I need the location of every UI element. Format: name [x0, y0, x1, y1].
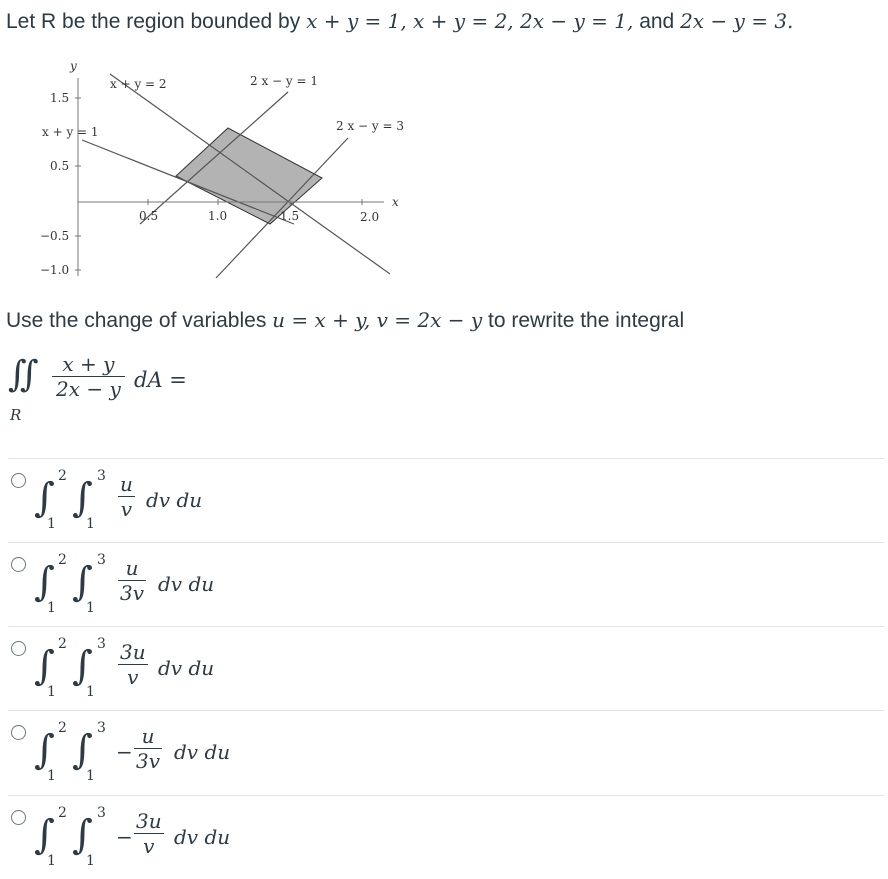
- x-tick-label: 1.0: [208, 209, 228, 223]
- y-tick-label: 1.5: [50, 91, 70, 105]
- answer-option-1[interactable]: [0, 458, 888, 542]
- line-label: 2 x − y = 3: [336, 119, 404, 133]
- question-intro: Let R be the region bounded by: [6, 10, 301, 33]
- outer-integral-symbol: ∫: [34, 727, 55, 773]
- line-label: x + y = 1: [42, 125, 99, 139]
- change-equation: u = x + y, v = 2x − y: [272, 308, 483, 332]
- y-tick-label: −1.0: [40, 263, 70, 277]
- inner-integral-symbol: ∫: [72, 475, 93, 521]
- option-denominator: 3v: [120, 581, 145, 605]
- question-statement: [6, 9, 793, 34]
- option-differentials: dv du: [158, 572, 215, 596]
- option-denominator: v: [118, 496, 135, 521]
- integrand-fraction: [52, 352, 125, 401]
- option-differentials: dv du: [158, 656, 215, 680]
- double-integral-symbol: ∬: [8, 354, 39, 395]
- outer-upper-limit: 2: [58, 636, 67, 652]
- outer-lower-limit: 1: [47, 768, 56, 784]
- outer-integral-symbol: ∫: [34, 559, 55, 605]
- option-differentials: dv du: [174, 740, 231, 764]
- inner-integral-symbol: ∫: [72, 812, 93, 858]
- x-axis-label: x: [392, 195, 399, 209]
- outer-integral-symbol: ∫: [34, 475, 55, 521]
- boundary-equations: x + y = 1, x + y = 2, 2x − y = 1,: [306, 9, 634, 33]
- change-of-variables-text: [6, 308, 684, 333]
- option-integrand: [118, 472, 135, 521]
- given-integral: [8, 350, 228, 430]
- outer-integral-symbol: ∫: [34, 812, 55, 858]
- answer-option-5[interactable]: [0, 795, 888, 879]
- inner-upper-limit: 3: [97, 720, 106, 736]
- change-text-1: Use the change of variables: [6, 309, 267, 332]
- option-differentials: dv du: [174, 825, 231, 849]
- integral-region-label: R: [10, 406, 22, 424]
- option-radio[interactable]: [11, 810, 26, 825]
- line-label: x + y = 2: [110, 77, 167, 91]
- option-radio[interactable]: [11, 557, 26, 572]
- answer-option-3[interactable]: [0, 626, 888, 710]
- option-differentials: dv du: [146, 488, 203, 512]
- outer-upper-limit: 2: [58, 720, 67, 736]
- option-integrand: [118, 556, 146, 605]
- option-radio[interactable]: [11, 725, 26, 740]
- outer-upper-limit: 2: [58, 805, 67, 821]
- option-numerator: u: [120, 472, 133, 496]
- option-numerator: 3u: [120, 640, 146, 664]
- y-tick-label: 0.5: [50, 159, 70, 173]
- option-numerator: 3u: [136, 809, 162, 833]
- inner-integral-symbol: ∫: [72, 559, 93, 605]
- outer-lower-limit: 1: [47, 516, 56, 532]
- option-denominator: 3v: [136, 749, 161, 773]
- outer-upper-limit: 2: [58, 552, 67, 568]
- y-axis-label: y: [70, 59, 77, 73]
- option-numerator: u: [141, 724, 155, 748]
- option-denominator: v: [118, 664, 148, 689]
- last-boundary-equation: 2x − y = 3.: [680, 9, 794, 33]
- integral-tail: dA =: [134, 368, 187, 392]
- y-tick-label: −0.5: [40, 229, 70, 243]
- integrand-denominator: 2x − y: [52, 376, 125, 401]
- inner-lower-limit: 1: [86, 516, 95, 532]
- inner-upper-limit: 3: [97, 468, 106, 484]
- inner-lower-limit: 1: [86, 768, 95, 784]
- line-x-plus-y-2: [110, 74, 390, 274]
- line-label: 2 x − y = 1: [250, 74, 318, 88]
- outer-lower-limit: 1: [47, 600, 56, 616]
- x-tick-label: 1.5: [280, 209, 300, 223]
- option-integrand: [134, 724, 162, 773]
- inner-integral-symbol: ∫: [72, 727, 93, 773]
- inner-lower-limit: 1: [86, 853, 95, 869]
- inner-lower-limit: 1: [86, 600, 95, 616]
- option-radio[interactable]: [11, 641, 26, 656]
- answer-option-4[interactable]: [0, 710, 888, 794]
- integrand-numerator: x + y: [62, 352, 115, 376]
- outer-lower-limit: 1: [47, 853, 56, 869]
- inner-lower-limit: 1: [86, 684, 95, 700]
- inner-integral-symbol: ∫: [72, 643, 93, 689]
- inner-upper-limit: 3: [97, 805, 106, 821]
- answer-option-2[interactable]: [0, 542, 888, 626]
- option-denominator: v: [134, 833, 164, 858]
- and-word: and: [639, 10, 675, 33]
- integrand-sign: −: [116, 825, 133, 849]
- outer-integral-symbol: ∫: [34, 643, 55, 689]
- region-graph: [30, 58, 420, 288]
- outer-upper-limit: 2: [58, 468, 67, 484]
- outer-lower-limit: 1: [47, 684, 56, 700]
- option-integrand: [118, 640, 148, 689]
- option-radio[interactable]: [11, 473, 26, 488]
- x-tick-label: 0.5: [139, 209, 159, 223]
- integrand-sign: −: [116, 740, 133, 764]
- option-numerator: u: [125, 556, 139, 580]
- inner-upper-limit: 3: [97, 636, 106, 652]
- inner-upper-limit: 3: [97, 552, 106, 568]
- option-integrand: [134, 809, 164, 858]
- change-text-2: to rewrite the integral: [488, 309, 685, 332]
- x-tick-label: 2.0: [360, 210, 380, 224]
